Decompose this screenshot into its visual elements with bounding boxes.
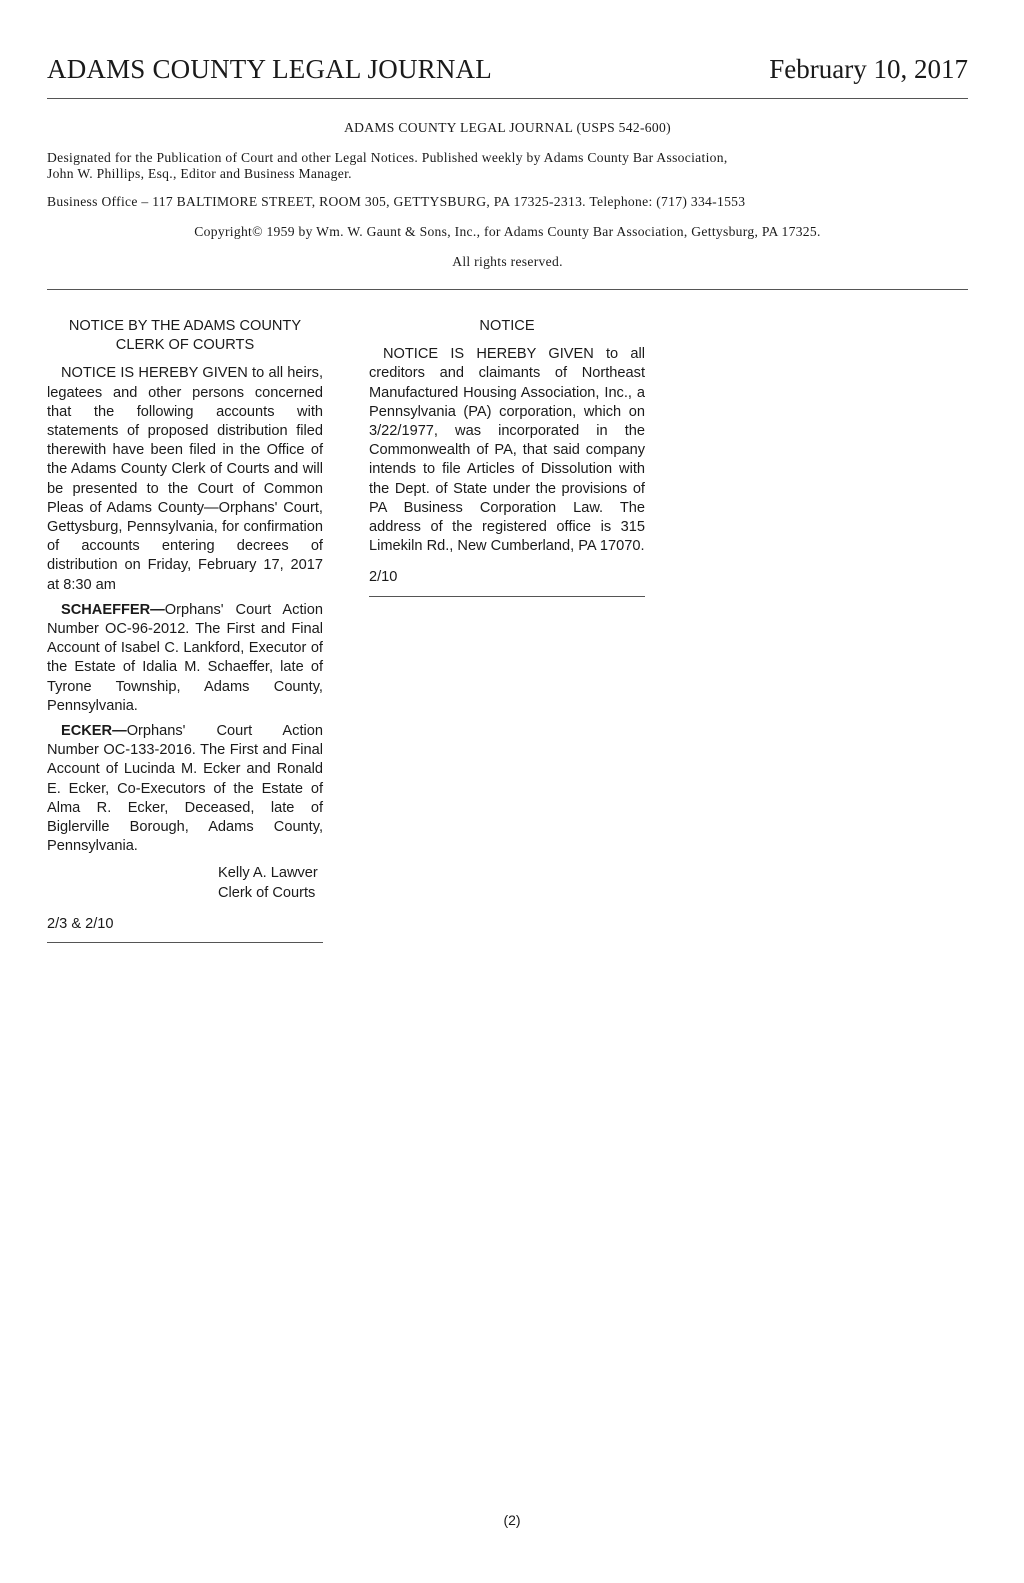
issue-date: February 10, 2017 [769, 54, 968, 84]
signature-block [218, 864, 323, 902]
masthead [47, 54, 968, 99]
account-entry-ecker [47, 722, 323, 856]
entry-text: Orphans' Court Action Number OC-96-2012. The First and Final Account of Isabel C. Lankford, Executor of the Estate of Idalia M. Schaeffer, late of Tyrone Township, Adams County, Pennsylvania. [47, 601, 323, 714]
masthead-divider [47, 289, 968, 290]
signer-name: Kelly A. Lawver [218, 865, 318, 882]
estate-name: ECKER— [61, 723, 127, 740]
journal-title: ADAMS COUNTY LEGAL JOURNAL [47, 54, 492, 84]
notice-body: NOTICE IS HEREBY GIVEN to all heirs, legatees and other persons concerned that the following accounts with statements of proposed distribution filed therewith have been filed in the Office of the Adams County Clerk of Courts and will be presented to the Court of Common Pleas of Adams County—Orphans' Court, Gettysburg, Pennsylvania, for confirmation of accounts entering decrees of distribution on Friday, February 17, 2017 at 8:30 am [47, 365, 323, 593]
business-office: Business Office – 117 BALTIMORE STREET, ROOM 305, GETTYSBURG, PA 17325-2313. Telephone: (717) 334-1553 [47, 194, 746, 209]
notice-heading: NOTICE [479, 318, 535, 334]
notice-heading-line-2: CLERK OF COURTS [115, 337, 255, 354]
account-entry-schaeffer [47, 601, 323, 716]
notice-body: NOTICE IS HEREBY GIVEN to all creditors and claimants of Northeast Manufactured Housing Association, Inc., a Pennsylvania (PA) corporation, which on 3/22/1977, was incorporated in the Commonwealth of PA, that said company intends to file Articles of Dissolution with the Dept. of State under the provisions of PA Business Corporation Law. The address of the registered office is 315 Limekiln Rd., New Cumberland, PA 17070. [369, 346, 645, 555]
publication-name-line: ADAMS COUNTY LEGAL JOURNAL (USPS 542-600) [344, 120, 671, 135]
page-number: (2) [503, 1512, 521, 1528]
notice-divider [369, 596, 645, 597]
publication-dates: 2/3 & 2/10 [47, 915, 114, 932]
entry-text: Orphans' Court Action Number OC-133-2016. The First and Final Account of Lucinda M. Ecker and Ronald E. Ecker, Co-Executors of the Estate of Alma R. Ecker, Deceased, late of Biglerville Borough, Adams County, Pennsylvania. [47, 723, 323, 855]
rights-reserved: All rights reserved. [452, 254, 563, 269]
signer-title: Clerk of Courts [218, 884, 316, 901]
designation-line-2: John W. Phillips, Esq., Editor and Business Manager. [47, 166, 352, 181]
notice-divider [47, 942, 323, 943]
designation-line-1: Designated for the Publication of Court and other Legal Notices. Published weekly by Adams County Bar Association, [47, 150, 728, 165]
notice-heading [47, 317, 323, 355]
notice-heading-line-1: NOTICE BY THE ADAMS COUNTY [68, 318, 302, 334]
dissolution-notice [369, 317, 645, 597]
clerk-of-courts-notice [47, 317, 323, 943]
estate-name: SCHAEFFER— [61, 601, 165, 618]
publication-designation [47, 150, 968, 182]
copyright: Copyright© 1959 by Wm. W. Gaunt & Sons, Inc., for Adams County Bar Association, Gettysburg, PA 17325. [194, 224, 821, 239]
publication-dates: 2/10 [369, 569, 398, 586]
